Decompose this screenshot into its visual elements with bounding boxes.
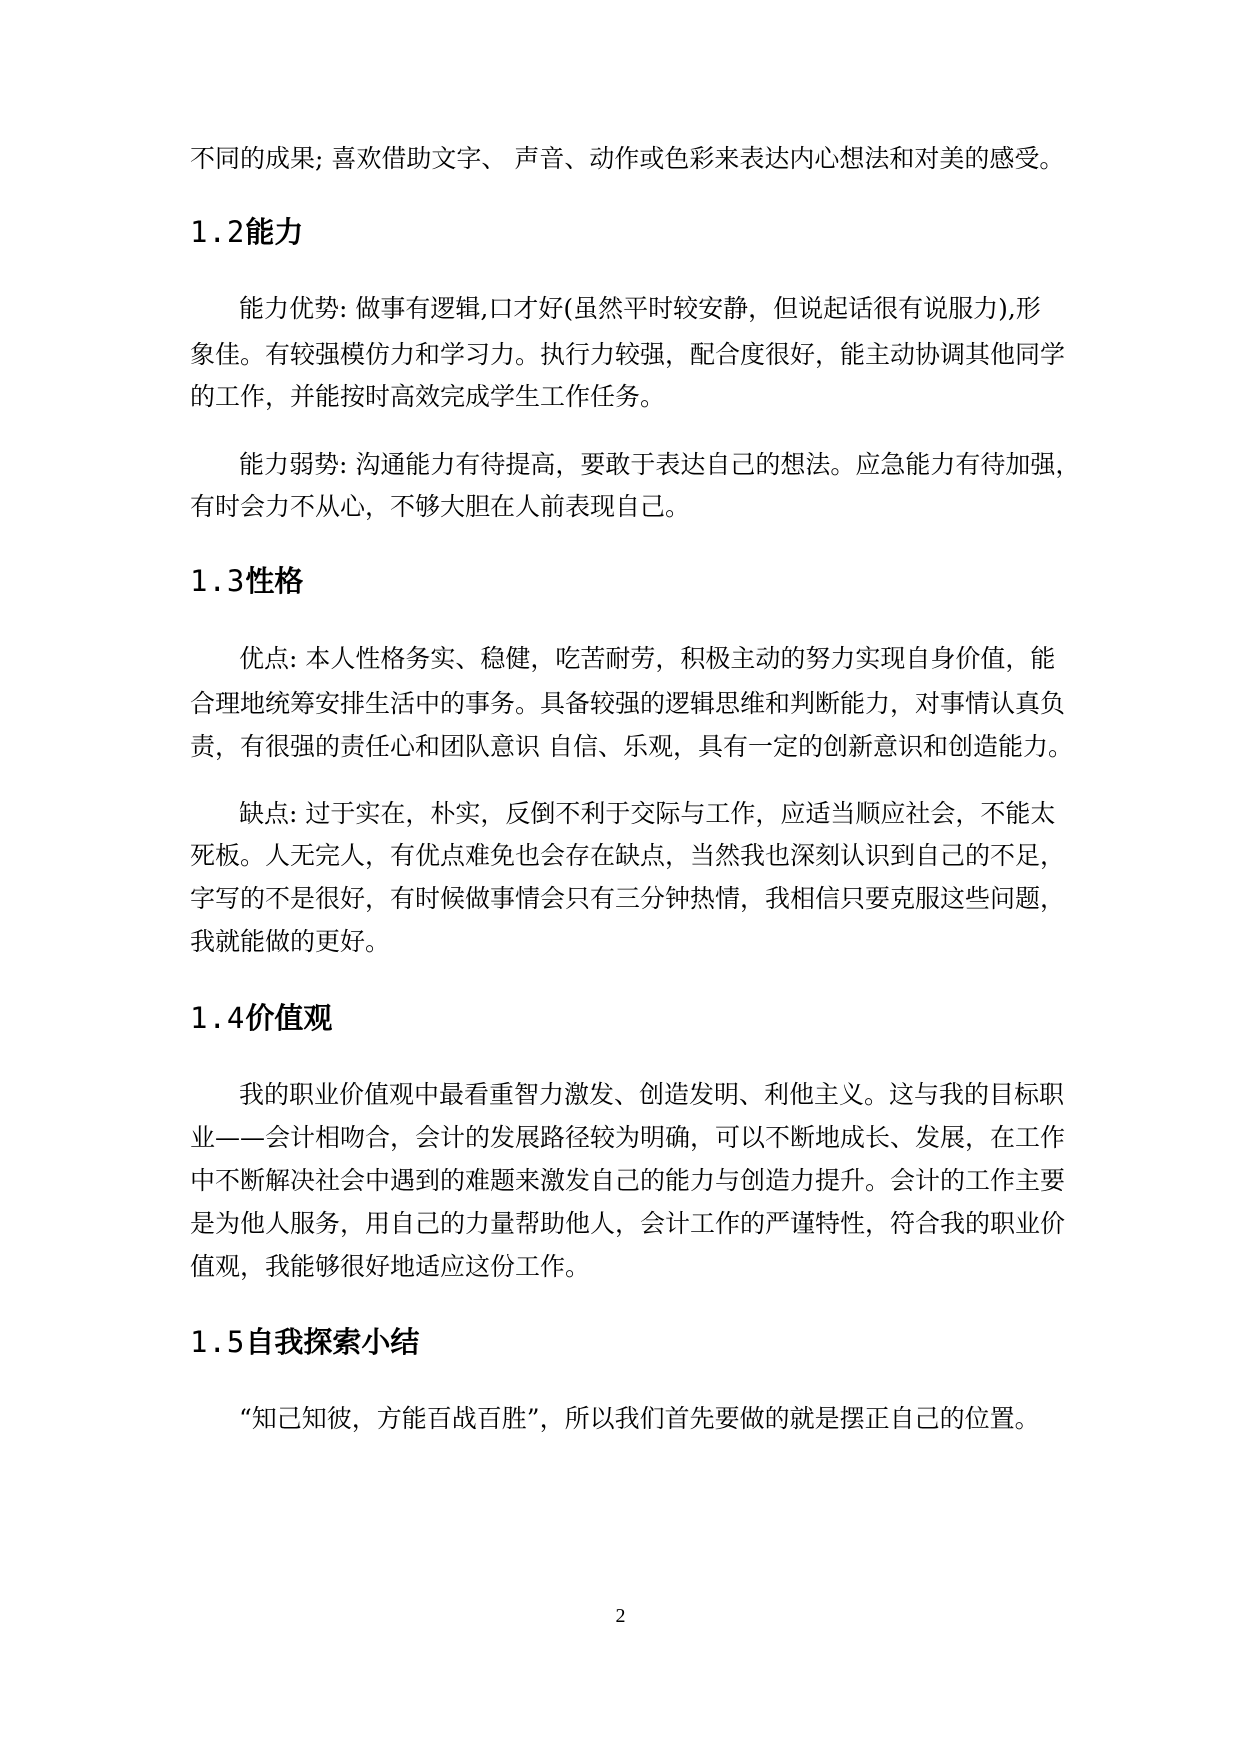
text-line: 我就能做的更好。 (190, 927, 391, 956)
text-line: 业——会计相吻合，会计的发展路径较为明确，可以不断地成长、发展，在工作 (190, 1123, 1066, 1152)
text-line: 中不断解决社会中遇到的难题来激发自己的能力与创造力提升。会计的工作主要 (190, 1166, 1066, 1195)
text-line: 死板。人无完人，有优点难免也会存在缺点，当然我也深刻认识到自己的不足， (190, 841, 1066, 870)
text-line: 有时会力不从心，不够大胆在人前表现自己。 (190, 492, 691, 521)
section-number: 1.2 (190, 215, 246, 249)
section-title: 性格 (245, 564, 304, 598)
text-line: 字写的不是很好，有时候做事情会只有三分钟热情，我相信只要克服这些问题， (190, 884, 1066, 913)
text-line: 责，有很强的责任心和团队意识 自信、乐观，具有一定的创新意识和创造能力。 (190, 732, 1073, 761)
section-heading-summary (190, 1325, 420, 1359)
text-line: “知己知彼，方能百战百胜”，所以我们首先要做的就是摆正自己的位置。 (239, 1404, 1040, 1433)
text-line: 是为他人服务，用自己的力量帮助他人，会计工作的严谨特性，符合我的职业价 (190, 1209, 1066, 1238)
text-line: 优点: 本人性格务实、稳健，吃苦耐劳，积极主动的努力实现自身价值，能 (239, 644, 1056, 673)
text-line: 缺点: 过于实在，朴实，反倒不利于交际与工作，应适当顺应社会，不能太 (239, 799, 1056, 828)
text-line: 合理地统筹安排生活中的事务。具备较强的逻辑思维和判断能力，对事情认真负 (190, 689, 1066, 718)
text-line: 值观，我能够很好地适应这份工作。 (190, 1252, 591, 1281)
section-heading-values (190, 1001, 333, 1035)
text-line: 我的职业价值观中最看重智力激发、创造发明、利他主义。这与我的目标职 (239, 1080, 1065, 1109)
section-title: 能力 (245, 215, 304, 249)
text-line: 的工作，并能按时高效完成学生工作任务。 (190, 382, 666, 411)
section-heading-personality (190, 564, 304, 598)
section-title: 价值观 (245, 1001, 333, 1035)
section-heading-ability (190, 215, 304, 249)
page-number: 2 (615, 1605, 626, 1627)
section-title: 自我探索小结 (245, 1325, 420, 1359)
section-number: 1.3 (190, 564, 246, 598)
section-number: 1.5 (190, 1325, 246, 1359)
section-number: 1.4 (190, 1001, 246, 1035)
intro-line: 不同的成果; 喜欢借助文字、 声音、动作或色彩来表达内心想法和对美的感受。 (190, 144, 1065, 173)
text-line: 象佳。有较强模仿力和学习力。执行力较强，配合度很好，能主动协调其他同学 (190, 340, 1066, 369)
text-line: 能力弱势: 沟通能力有待提高，要敢于表达自己的想法。应急能力有待加强， (239, 450, 1081, 479)
text-line: 能力优势: 做事有逻辑,口才好(虽然平时较安静，但说起话很有说服力),形 (239, 294, 1041, 323)
